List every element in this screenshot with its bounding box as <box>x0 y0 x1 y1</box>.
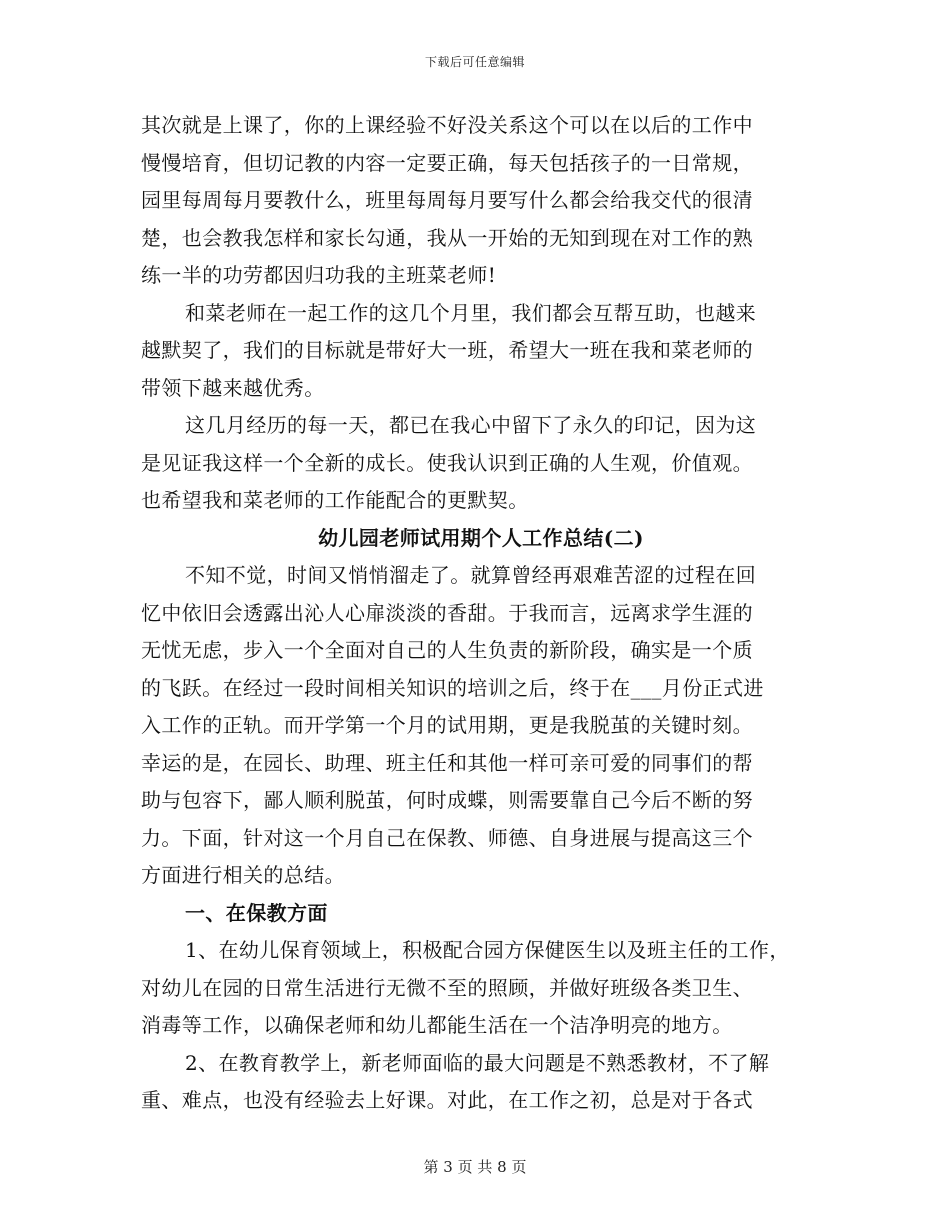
paragraph-line: 楚，也会教我怎样和家长勾通，我从一开始的无知到现在对工作的熟 <box>141 225 753 250</box>
paragraph-line: 其次就是上课了，你的上课经验不好没关系这个可以在以后的工作中 <box>141 113 753 137</box>
paragraph-line: 幸运的是，在园长、助理、班主任和其他一样可亲可爱的同事们的帮 <box>141 750 753 775</box>
paragraph-line: 力。下面，针对这一个月自己在保教、师德、自身进展与提高这三个 <box>141 825 753 850</box>
paragraph-line: 带领下越来越优秀。 <box>141 375 325 400</box>
paragraph-line: 忆中依旧会透露出沁人心扉淡淡的香甜。于我而言，远离求学生涯的 <box>141 600 753 625</box>
section-title: 幼儿园老师试用期个人工作总结(二) <box>318 525 644 550</box>
document-body <box>141 107 801 1120</box>
paragraph-line: 2、在教育教学上，新老师面临的最大问题是不熟悉教材，不了解 <box>185 1050 770 1075</box>
paragraph-line: 练一半的功劳都因归功我的主班菜老师! <box>141 263 497 287</box>
paragraph-line: 助与包容下，鄙人顺利脱茧，何时成蝶，则需要靠自己今后不断的努 <box>141 788 753 812</box>
paragraph-line: 消毒等工作，以确保老师和幼儿都能生活在一个洁净明亮的地方。 <box>141 1013 733 1037</box>
paragraph-line: 园里每周每月要教什么，班里每周每月要写什么都会给我交代的很清 <box>141 188 753 212</box>
paragraph-line: 这几月经历的每一天，都已在我心中留下了永久的印记，因为这 <box>185 413 757 437</box>
paragraph-line: 和菜老师在一起工作的这几个月里，我们都会互帮互助，也越来 <box>185 300 757 325</box>
page-number-footer: 第 3 页 共 8 页 <box>423 1158 527 1176</box>
paragraph-line: 越默契了，我们的目标就是带好大一班，希望大一班在我和菜老师的 <box>141 338 753 362</box>
paragraph-line: 慢慢培育，但切记教的内容一定要正确，每天包括孩子的一日常规， <box>141 150 753 175</box>
page-header: 下载后可任意编辑 <box>424 55 525 69</box>
paragraph-line: 无忧无虑，步入一个全面对自己的人生负责的新阶段，确实是一个质 <box>141 638 753 662</box>
paragraph-line: 也希望我和菜老师的工作能配合的更默契。 <box>141 488 529 512</box>
paragraph-line: 的飞跃。在经过一段时间相关知识的培训之后，终于在___月份正式进 <box>141 675 764 700</box>
paragraph-line: 方面进行相关的总结。 <box>141 863 345 887</box>
paragraph-line: 重、难点，也没有经验去上好课。对此，在工作之初，总是对于各式 <box>141 1088 753 1112</box>
paragraph-line: 1、在幼儿保育领域上，积极配合园方保健医生以及班主任的工作， <box>185 938 790 962</box>
paragraph-line: 不知不觉，时间又悄悄溜走了。就算曾经再艰难苦涩的过程在回 <box>185 563 757 587</box>
paragraph-line: 入工作的正轨。而开学第一个月的试用期，更是我脱茧的关键时刻。 <box>141 713 753 737</box>
paragraph-line: 是见证我这样一个全新的成长。使我认识到正确的人生观，价值观。 <box>141 450 753 475</box>
paragraph-line: 对幼儿在园的日常生活进行无微不至的照顾，并做好班级各类卫生、 <box>141 975 753 1000</box>
subsection-heading: 一、在保教方面 <box>185 900 328 925</box>
